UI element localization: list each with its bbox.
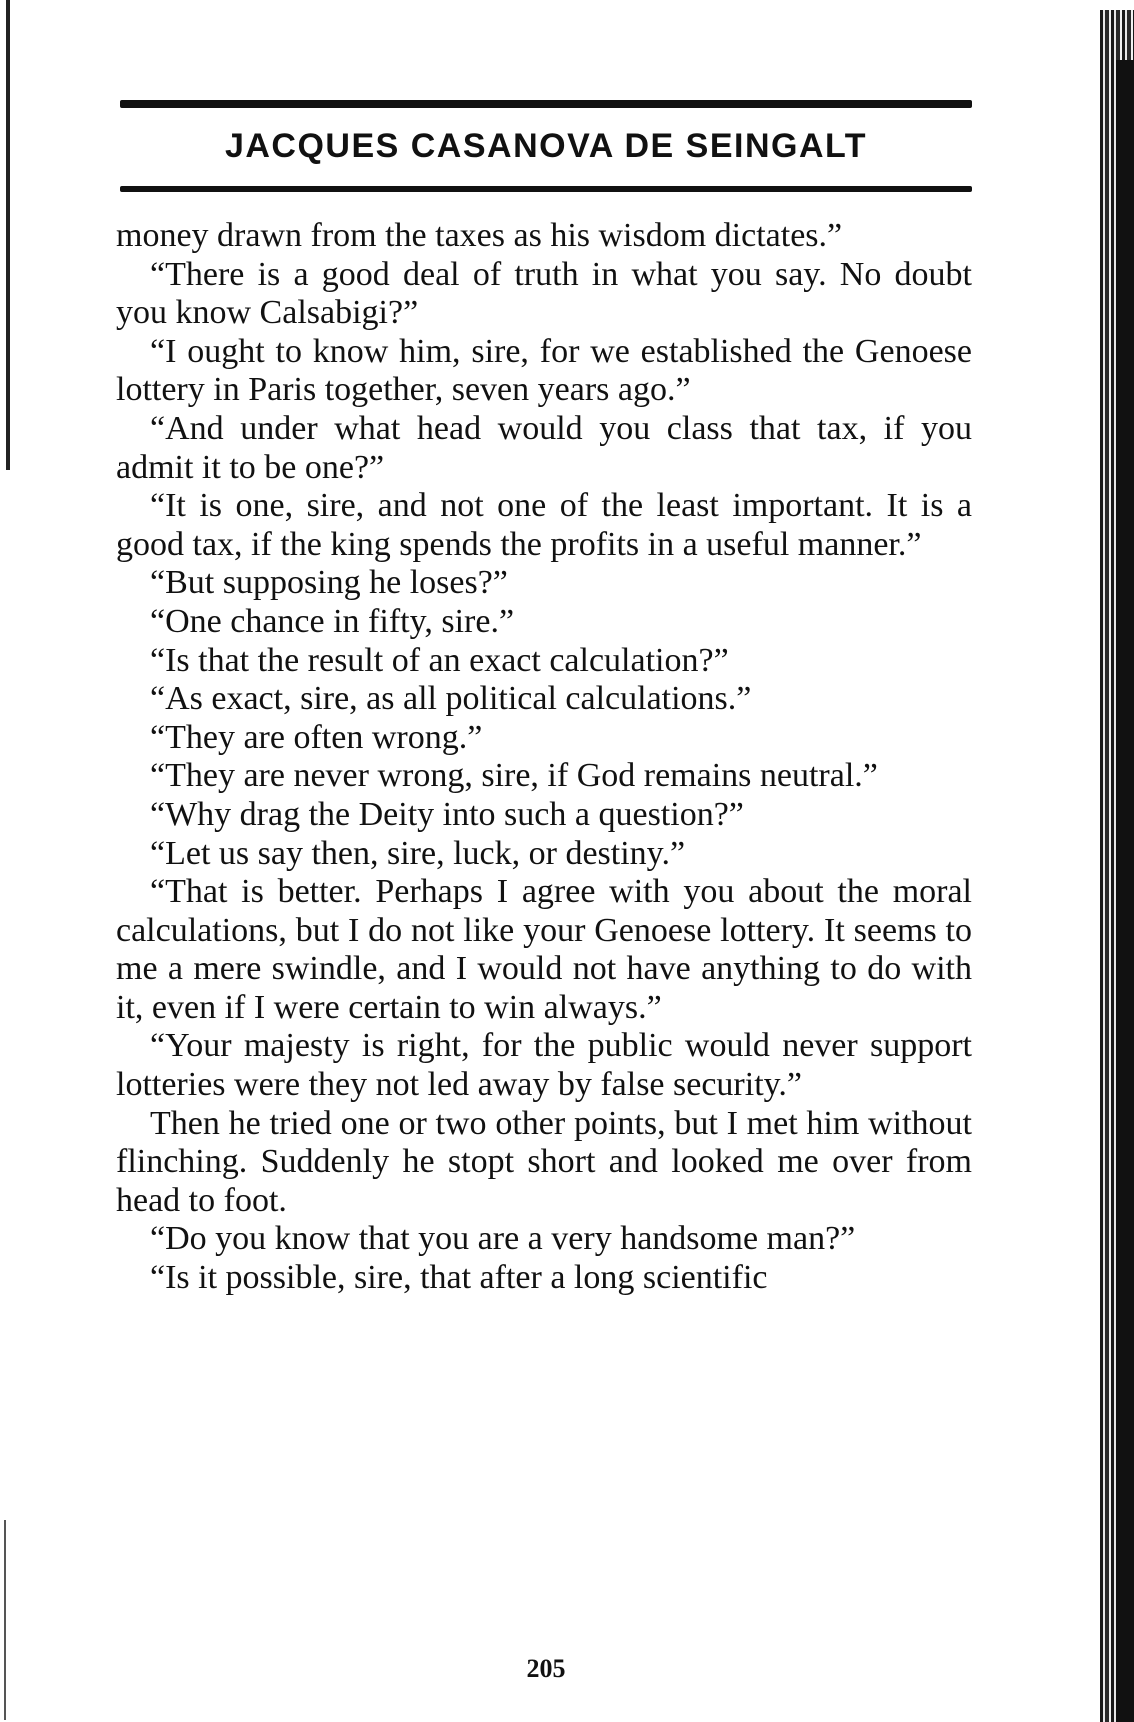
paragraph: “Is that the result of an exact calculation?” — [150, 641, 729, 679]
body-text — [116, 217, 972, 1298]
paragraph: “I ought to know him, sire, for we established the Genoese lottery in Paris together, seven years ago.” — [116, 332, 972, 409]
paragraph: “Let us say then, sire, luck, or destiny.” — [150, 834, 686, 872]
paragraph: “There is a good deal of truth in what you say. No doubt you know Calsabigi?” — [116, 255, 972, 332]
paragraph: “Your majesty is right, for the public would never support lotteries were they not led away by false security.” — [116, 1027, 972, 1104]
paragraph: “Why drag the Deity into such a question?” — [150, 795, 744, 833]
page-number: 205 — [526, 1654, 566, 1683]
page-binding-shadow — [1116, 60, 1134, 1722]
paragraph: “As exact, sire, as all political calculations.” — [150, 680, 752, 718]
paragraph: “It is one, sire, and not one of the least important. It is a good tax, if the king spends the profits in a useful manner.” — [116, 487, 972, 563]
paragraph: “That is better. Perhaps I agree with you about the moral calculations, but I do not like your Genoese lottery. It seems to me a mere swindle, and I would not have anything to do with it, even if I were certain to win always.” — [116, 873, 972, 1026]
header-rule-top — [120, 100, 972, 108]
page-left-edge — [6, 0, 10, 470]
paragraph: “They are often wrong.” — [150, 718, 483, 756]
running-head: JACQUES CASANOVA DE SEINGALT — [224, 127, 868, 165]
header-rule-bottom — [120, 186, 972, 192]
page-left-edge-lower — [4, 1520, 6, 1720]
paragraph: “They are never wrong, sire, if God remains neutral.” — [150, 757, 878, 795]
paragraph: “But supposing he loses?” — [150, 564, 508, 602]
paragraph-continuation: money drawn from the taxes as his wisdom dictates.” — [116, 217, 843, 254]
paragraph: Then he tried one or two other points, but I met him without flinching. Suddenly he stopt short and looked me over from head to foot. — [116, 1104, 972, 1219]
paragraph: “Do you know that you are a very handsome man?” — [150, 1220, 856, 1258]
paragraph: “And under what head would you class that tax, if you admit it to be one?” — [116, 409, 972, 486]
paragraph: “One chance in fifty, sire.” — [150, 602, 515, 640]
paragraph-continues: “Is it possible, sire, that after a long scientific — [150, 1259, 768, 1297]
